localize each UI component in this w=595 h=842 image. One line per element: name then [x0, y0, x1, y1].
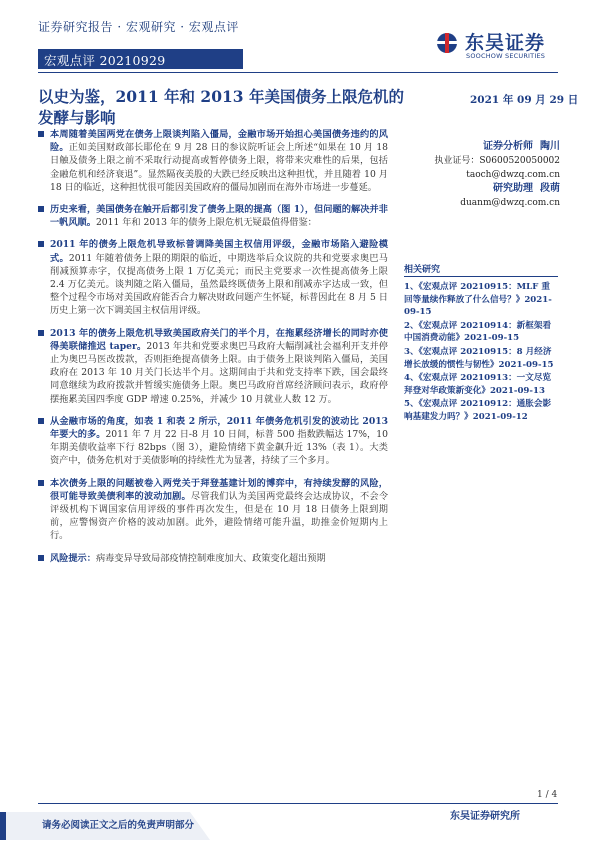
- footer-institute: 东吴证券研究所: [450, 811, 520, 822]
- related-divider: [404, 276, 558, 277]
- analyst-email[interactable]: taoch@dwzq.com.cn: [466, 170, 560, 180]
- analyst-line: [420, 140, 560, 154]
- related-item-date: 2021-09-13: [489, 385, 545, 396]
- related-item[interactable]: [404, 372, 558, 397]
- paragraph: [38, 327, 388, 406]
- paragraph-text: 尽管我们认为美国两党最终会达成协议，不会令评级机构下调国家信用评级的事件再次发生，但是在 10 月 18 日债务上限到期前，应警惕资产价格的波动加剧。此外，避险情绪可能升温，助推金价短期内上行。: [50, 490, 389, 542]
- paragraph-text: 2011 年 7 月 22 日-8 月 10 日间，标普 500 指数跌幅达 17%，10 年期美债收益率下行 82bps（图 3），避险情绪下黄金飙升近 13%（表 1）。大类资产中，债务危机对于美债影响的持续性尤为显著，持续了三个多月。: [50, 429, 388, 467]
- bullet-square-icon: [38, 206, 44, 212]
- paragraph-lead: 历史来看，美国债务在触开后都引发了债务上限的提高（图 1），但问题的解决并非一帆风顺。: [50, 204, 388, 229]
- logo-text: 东吴证券: [465, 32, 546, 54]
- related-item-title: 4、《宏观点评 20210913：一文尽览拜登对华政策新变化》: [404, 373, 552, 396]
- related-item-title: 1、《宏观点评 20210915：MLF 重回等量续作释放了什么信号？》: [404, 282, 550, 305]
- header-divider: [38, 72, 558, 73]
- logo-subtext: SOOCHOW SECURITIES: [466, 52, 546, 60]
- bullet-square-icon: [38, 555, 44, 561]
- footer-divider: [38, 803, 558, 804]
- main-content: [38, 128, 388, 574]
- bullet-square-icon: [38, 241, 44, 247]
- paragraph-text: 正如美国财政部长耶伦在 9 月 28 日的参议院听证会上所述“如果在 10 月 18 日触及债务上限之前不采取行动提高或暂停债务上限，将带来灾难性的后果，包括金融危机和经济衰退”。显然隔夜美股的大跌已经反映出这种担忧，并且随着 10 月 18 日的临近，这种担忧很可能因美国政府的僵局加剧而在海外市场进一步蔓延。: [50, 142, 389, 193]
- bullet-square-icon: [38, 418, 44, 424]
- logo-mark-icon: [433, 31, 461, 55]
- footer-disclaimer[interactable]: 请务必阅读正文之后的免责声明部分: [42, 820, 195, 831]
- paragraph: [38, 477, 388, 543]
- paragraph: [38, 415, 388, 468]
- related-item-title: 3、《宏观点评 20210915：8 月经济增长放缓的惯性与韧性》: [404, 346, 552, 370]
- related-item-title: 5、《宏观点评 20210912：通胀会影响基建发力吗？》: [404, 399, 552, 422]
- page-number: 1 / 4: [537, 790, 558, 800]
- analyst-info: [420, 140, 560, 210]
- risk-warning: [38, 552, 388, 565]
- related-research-heading: 相关研究: [404, 265, 441, 275]
- assistant-name: 段萌: [540, 183, 560, 194]
- related-item-date: 2021-09-15: [498, 359, 554, 370]
- related-item-date: 2021-09-15: [464, 333, 520, 344]
- bullet-square-icon: [38, 480, 44, 486]
- related-research-list: [404, 281, 558, 425]
- related-item[interactable]: [404, 346, 558, 371]
- company-logo: [433, 30, 558, 62]
- paragraph-text: 病毒变异导致局部疫情控制难度加大、政策变化超出预期: [95, 552, 326, 564]
- assistant-email[interactable]: duanm@dwzq.com.cn: [460, 198, 560, 208]
- analyst-name: 陶川: [540, 141, 560, 152]
- related-item-date: 2021-09-15: [404, 294, 552, 318]
- assistant-title: 研究助理: [493, 183, 534, 194]
- paragraph-lead: 2011 年的债务上限危机导致标普调降美国主权信用评级，金融市场陷入避险模式。: [50, 239, 388, 264]
- assistant-line: [420, 182, 560, 196]
- paragraph-text: 2011 年和 2013 年的债务上限危机无疑最值得借鉴：: [95, 217, 317, 229]
- related-item-title: 2、《宏观点评 20210914：新框架看中国消费动能》: [404, 320, 552, 344]
- paragraph-lead: 风险提示：: [50, 552, 96, 564]
- analyst-title: 证券分析师: [483, 141, 534, 152]
- paragraph: [38, 203, 388, 229]
- paragraph-text: 2013 年共和党要求奥巴马政府大幅削减社会福利开支并停止为奥巴马医改拨款，否则拒绝提高债务上限。由于债务上限谈判陷入僵局，美国政府在 2013 年 10 月关门长达半个月。这期间由于共和党支持率下跌，国会最终同意继续为政府拨款并暂缓实施债务上限。奥巴马政府首席经济顾问表示，政府停摆拖累美国四季度 GDP 增速 0.25%，并减少 10 月就业人数 12 万。: [50, 340, 388, 405]
- paragraph: [38, 238, 388, 317]
- related-item-date: 2021-09-12: [472, 411, 528, 422]
- paragraph-text: 2011 年随着债务上限的期限的临近，中期选举后众议院的共和党要求奥巴马削减预算赤字，仅提高债务上限 1 万亿美元；而民主党要求一次性提高债务上限 2.4 万亿美元。谈判随之陷入僵局，虽然最终既债务上限和削减赤字达成一致，但整个过程令市场对美国政府能否合力解决财政问题产生怀疑，标普因此在 8 月 5 日历史上第一次下调美国主权信用评级。: [50, 252, 388, 317]
- paragraph-lead: 本次债务上限的问题被卷入两党关于拜登基建计划的博弈中，有持续发酵的风险，很可能导致美债利率的波动加剧。: [50, 477, 388, 502]
- series-title: 宏观点评 20210929: [44, 53, 166, 68]
- bullet-square-icon: [38, 131, 44, 137]
- paragraph-lead: 从金融市场的角度，如表 1 和表 2 所示，2011 年债务危机引发的波动比 2013 年要大的多。: [50, 415, 388, 441]
- license-number: 执业证号：S0600520050002: [434, 156, 560, 166]
- page-title: 以史为鉴，2011 年和 2013 年美国债务上限危机的发酵与影响: [38, 87, 404, 127]
- breadcrumb: 证券研究报告 · 宏观研究 · 宏观点评: [38, 20, 239, 34]
- paragraph-lead: 本周随着美国两党在债务上限谈判陷入僵局，金融市场开始担心美国债务违约的风险。: [50, 129, 388, 154]
- related-item[interactable]: [404, 281, 558, 319]
- paragraph-lead: 2013 年的债务上限危机导致美国政府关门的半个月，在拖累经济增长的同时亦使得美联储推迟 taper。: [50, 327, 388, 352]
- report-date: 2021 年 09 月 29 日: [470, 94, 579, 106]
- bullet-square-icon: [38, 330, 44, 336]
- paragraph: [38, 128, 388, 194]
- related-item[interactable]: [404, 320, 558, 345]
- related-item[interactable]: [404, 398, 558, 423]
